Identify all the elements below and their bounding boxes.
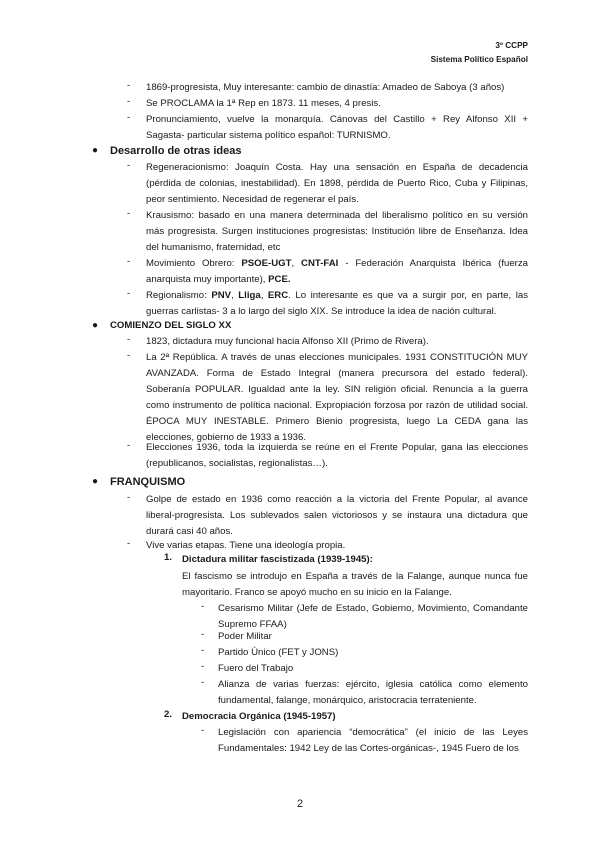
- list-item: Movimiento Obrero: PSOE-UGT, CNT-FAI - Federación Anarquista Ibérica (fuerza anarquista muy importante), PCE.: [146, 258, 528, 285]
- bullet-icon: ●: [92, 476, 99, 487]
- dash-bullet: -: [127, 350, 131, 361]
- list-item: Vive varias etapas. Tiene una ideología propia.: [146, 540, 346, 551]
- section-heading: COMIENZO DEL SIGLO XX: [110, 320, 232, 331]
- section-heading: FRANQUISMO: [110, 476, 186, 488]
- bullet-icon: ●: [92, 145, 99, 156]
- stage-number: 2.: [164, 709, 173, 720]
- dash-bullet: -: [127, 96, 131, 107]
- sub-list-item: Poder Militar: [218, 631, 272, 642]
- list-item: Krausismo: basado en una manera determinada del liberalismo político en su versión más progresista. Surgen instituciones progresistas: Institución libre de Enseñanza. Idea del humanismo, fraternidad, etc: [146, 210, 528, 253]
- dash-bullet: -: [201, 677, 205, 688]
- stage-title: Dictadura militar fascistizada (1939-1945):: [182, 554, 373, 565]
- list-item: Golpe de estado en 1936 como reacción a la victoria del Frente Popular, al avance liberal-progresista. Los sublevados salen victoriosos y se instaura una dictadura que durará casi 40 años.: [146, 494, 528, 537]
- dash-bullet: -: [127, 288, 131, 299]
- dash-bullet: -: [127, 334, 131, 345]
- list-item: La 2ª República. A través de unas elecciones municipales. 1931 CONSTITUCIÓN MUY AVANZADA. Forma de Estado Integral (manera precursora del estado federal). Soberanía POPULAR. Igualdad ante la ley. SIN religión oficial. Renuncia a la guerra como instrumento de política nacional. Expropiación forzosa por razón de utilidad social. ÉPOCA MUY INESTABLE. Primero Bienio progresista, luego La CEDA gana las elecciones, gobierno de 1933 a 1936.: [146, 352, 528, 443]
- dash-bullet: -: [201, 645, 205, 656]
- stage-number: 1.: [164, 552, 173, 563]
- dash-bullet: -: [201, 725, 205, 736]
- sub-list-item: Alianza de varias fuerzas: ejército, iglesia católica como elemento fundamental, falange, monárquico, aristocracia terrateniente.: [218, 679, 528, 706]
- list-item: Se PROCLAMA la 1ª Rep en 1873. 11 meses, 4 presis.: [146, 98, 381, 109]
- section-heading: Desarrollo de otras ideas: [110, 145, 242, 157]
- dash-bullet: -: [127, 112, 131, 123]
- header-subject: Sistema Político Español: [430, 55, 528, 64]
- bullet-icon: ●: [92, 320, 99, 331]
- sub-list-item: Legislación con apariencia “democrática” (el inicio de las Leyes Fundamentales: 1942 Ley de las Cortes-orgánicas-, 1945 Fuero de los: [218, 727, 528, 754]
- dash-bullet: -: [127, 80, 131, 91]
- list-item: Regionalismo: PNV, Lliga, ERC. Lo interesante es que va a surgir por, en parte, las guerras carlistas- 3 a lo largo del siglo XIX. Se introduce la idea de nación cultural.: [146, 290, 528, 317]
- dash-bullet: -: [127, 160, 131, 171]
- page-number: 2: [296, 798, 304, 810]
- sub-list-item: Fuero del Trabajo: [218, 663, 294, 674]
- dash-bullet: -: [127, 538, 131, 549]
- list-item: Elecciones 1936, toda la izquierda se reúne en el Frente Popular, gana las elecciones (republicanos, socialistas, regionalistas…).: [146, 442, 528, 469]
- dash-bullet: -: [127, 492, 131, 503]
- dash-bullet: -: [201, 629, 205, 640]
- list-item: 1869-progresista, Muy interesante: cambio de dinastía: Amadeo de Saboya (3 años): [146, 82, 505, 93]
- list-item: Regeneracionismo: Joaquín Costa. Hay una sensación en España de decadencia (pérdida de colonias, inestabilidad). En 1898, pérdida de Puerto Rico, Cuba y Filipinas, peor sentimiento. Necesidad de regenerar el país.: [146, 162, 528, 205]
- header-course: 3º CCPP: [495, 41, 528, 50]
- list-item: 1823, dictadura muy funcional hacia Alfonso XII (Primo de Rivera).: [146, 336, 429, 347]
- sub-list-item: Partido Único (FET y JONS): [218, 647, 339, 658]
- dash-bullet: -: [201, 601, 205, 612]
- stage-paragraph: El fascismo se introdujo en España a través de la Falange, aunque nunca fue mayoritario. Franco se apoyó mucho en su inicio en la Falange.: [182, 571, 528, 598]
- dash-bullet: -: [127, 256, 131, 267]
- list-item: Pronunciamiento, vuelve la monarquía. Cánovas del Castillo + Rey Alfonso XII + Sagasta- particular sistema político español: TURNISMO.: [146, 114, 528, 141]
- sub-list-item: Cesarismo Militar (Jefe de Estado, Gobierno, Movimiento, Comandante Supremo FFAA): [218, 603, 528, 630]
- dash-bullet: -: [201, 661, 205, 672]
- dash-bullet: -: [127, 208, 131, 219]
- stage-title: Democracia Orgánica (1945-1957): [182, 711, 336, 722]
- dash-bullet: -: [127, 440, 131, 451]
